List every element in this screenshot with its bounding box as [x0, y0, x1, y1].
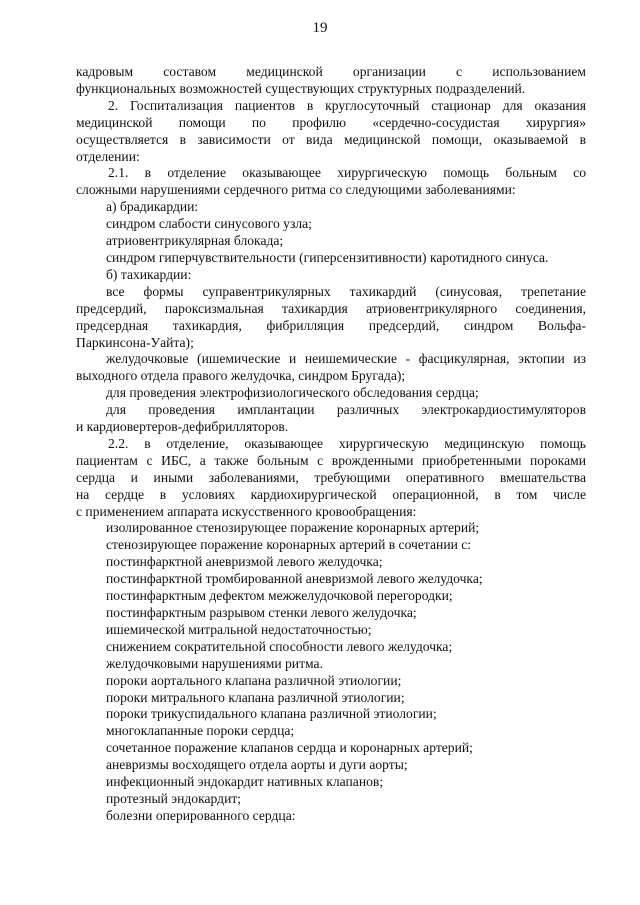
- text-line: пациентам с ИБС, а также больным с врожденными приобретенными пороками: [76, 452, 586, 468]
- text-line: болезни оперированного сердца:: [106, 807, 296, 823]
- text-line: пороки трикуспидального клапана различной этиологии;: [106, 706, 437, 722]
- text-line: функциональных возможностей существующих структурных подразделений.: [76, 80, 526, 96]
- text-line: 2.2. в отделение, оказывающее хирургическую медицинскую помощь: [108, 435, 586, 451]
- text-line: а) брадикардии:: [106, 199, 199, 215]
- text-line: с применением аппарата искусственного кровообращения:: [76, 503, 417, 519]
- text-line: снижением сократительной способности левого желудочка;: [106, 638, 453, 654]
- text-line: медицинской помощи по профилю «сердечно-сосудистая хирургия»: [76, 114, 586, 130]
- text-line: протезный эндокардит;: [106, 790, 242, 806]
- text-line: предсердий, пароксизмальная тахикардия атриовентрикулярного соединения,: [76, 300, 586, 316]
- text-line: для проведения имплантации различных электрокардиостимуляторов: [106, 402, 586, 418]
- document-body: [76, 64, 586, 825]
- text-line: ишемической митральной недостаточностью;: [106, 621, 372, 637]
- text-line: изолированное стенозирующее поражение коронарных артерий;: [106, 520, 480, 536]
- text-line: 2.1. в отделение оказывающее хирургическую помощь больным со: [108, 165, 586, 181]
- text-line: постинфарктным разрывом стенки левого желудочка;: [106, 605, 417, 620]
- text-line: сложными нарушениями сердечного ритма со следующими заболеваниями:: [76, 182, 516, 198]
- text-line: многоклапанные пороки сердца;: [106, 723, 295, 739]
- text-line: инфекционный эндокардит нативных клапанов;: [106, 774, 384, 790]
- text-line: и кардиовертеров-дефибрилляторов.: [76, 419, 289, 435]
- text-line: синдром гиперчувствительности (гиперсензитивности) каротидного синуса.: [106, 249, 549, 265]
- text-line: синдром слабости синусового узла;: [106, 216, 312, 232]
- text-line: б) тахикардии:: [106, 266, 192, 282]
- text-line: постинфарктным дефектом межжелудочковой перегородки;: [106, 588, 453, 604]
- text-line: стенозирующее поражение коронарных артерий в сочетании с:: [106, 537, 472, 553]
- text-line: аневризмы восходящего отдела аорты и дуги аорты;: [106, 757, 408, 773]
- text-line: постинфарктной тромбированной аневризмой левого желудочка;: [106, 571, 483, 587]
- text-line: 2. Госпитализация пациентов в круглосуточный стационар для оказания: [108, 97, 586, 113]
- text-line: осуществляется в зависимости от вида медицинской помощи, оказываемой в: [76, 131, 586, 147]
- text-line: предсердная тахикардия, фибрилляция предсердий, синдром Вольфа-: [76, 317, 586, 333]
- text-line: атриовентрикулярная блокада;: [106, 233, 284, 249]
- text-line: Паркинсона-Уайта);: [76, 334, 194, 350]
- text-line: сердца и иными заболеваниями, требующими оперативного вмешательства: [76, 469, 586, 485]
- text-line: выходного отдела правого желудочка, синдром Бругада);: [76, 368, 406, 384]
- text-line: отделении:: [76, 148, 140, 164]
- text-line: постинфарктной аневризмой левого желудочка;: [106, 554, 383, 570]
- text-line: все формы суправентрикулярных тахикардий (синусовая, трепетание: [106, 283, 586, 299]
- text-line: пороки аортального клапана различной этиологии;: [106, 672, 402, 688]
- text-line: пороки митрального клапана различной этиологии;: [106, 689, 405, 705]
- text-line: сочетанное поражение клапанов сердца и коронарных артерий;: [106, 740, 473, 756]
- text-line: желудочковыми нарушениями ритма.: [106, 655, 323, 671]
- page-number: 19: [312, 20, 328, 36]
- text-line: для проведения электрофизиологического обследования сердца;: [106, 385, 479, 401]
- text-line: на сердце в условиях кардиохирургической операционной, в том числе: [76, 486, 586, 502]
- text-line: кадровым составом медицинской организации с использованием: [76, 64, 586, 79]
- text-line: желудочковые (ишемические и неишемические - фасцикулярная, эктопии из: [106, 351, 586, 367]
